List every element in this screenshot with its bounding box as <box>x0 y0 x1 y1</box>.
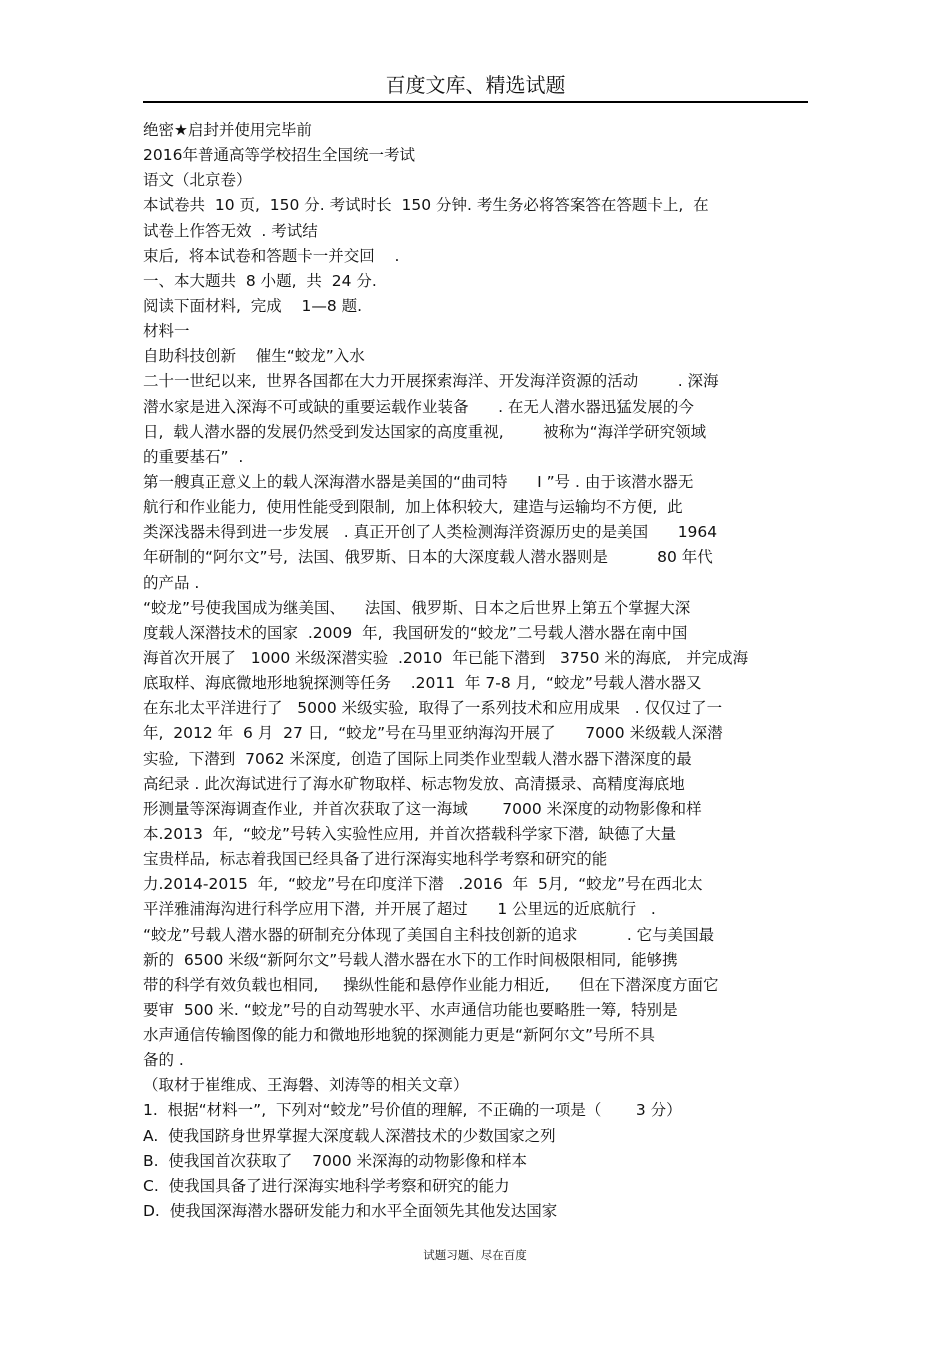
text-line: 第一艘真正意义上的载人深海潜水器是美国的“曲司特 I ”号 . 由于该潜水器无 <box>143 472 694 491</box>
text-line: （取材于崔维成、王海磐、刘涛等的相关文章） <box>143 1076 469 1095</box>
text-line: 形测量等深海调查作业, 并首次获取了这一海域 7000 米深度的动物影像和样 <box>143 799 702 818</box>
text-line: 1. 根据“材料一”, 下列对“蛟龙”号价值的理解, 不正确的一项是（ 3 分） <box>143 1101 682 1120</box>
text-line: 一、本大题共 8 小题, 共 24 分. <box>143 271 377 290</box>
text-line: 材料一 <box>143 322 190 341</box>
text-line: 的产品 . <box>143 573 200 592</box>
text-line: 阅读下面材料, 完成 1—8 题. <box>143 296 363 315</box>
text-line: 年, 2012 年 6 月 27 日, “蛟龙”号在马里亚纳海沟开展了 7000 米级载人深潜 <box>143 724 723 743</box>
text-line: 平洋雅浦海沟进行科学应用下潜, 并开展了超过 1 公里远的近底航行 . <box>143 900 656 919</box>
text-line: B. 使我国首次获取了 7000 米深海的动物影像和样本 <box>143 1151 527 1170</box>
text-line: 类深浅器未得到进一步发展 . 真正开创了人类检测海洋资源历史的是美国 1964 <box>143 523 718 542</box>
text-line: 底取样、海底微地形地貌探测等任务 .2011 年 7-8 月, “蛟龙”号载人潜水器又 <box>143 674 702 693</box>
text-line: 在东北太平洋进行了 5000 米级实验, 取得了一系列技术和应用成果 . 仅仅过了一 <box>143 699 723 718</box>
text-line: 海首次开展了 1000 米级深潜实验 .2010 年已能下潜到 3750 米的海底, 并完成海 <box>143 648 749 667</box>
text-line: 日, 载人潜水器的发展仍然受到发达国家的高度重视, 被称为“海洋学研究领域 <box>143 422 707 441</box>
text-line: A. 使我国跻身世界掌握大深度载人深潜技术的少数国家之列 <box>143 1126 556 1145</box>
text-line: 潜水家是进入深海不可或缺的重要运载作业装备 . 在无人潜水器迅猛发展的今 <box>143 397 694 416</box>
text-line: 实验, 下潜到 7062 米深度, 创造了国际上同类作业型载人潜水器下潜深度的最 <box>143 749 692 768</box>
text-line: 本试卷共 10 页, 150 分. 考试时长 150 分钟. 考生务必将答案答在答题卡上, 在 <box>143 196 709 215</box>
text-line: 本.2013 年, “蛟龙”号转入实验性应用, 并首次搭载科学家下潜, 缺德了大量 <box>143 824 677 843</box>
text-line: 新的 6500 米级“新阿尔文”号载人潜水器在水下的工作时间极限相同, 能够携 <box>143 950 678 969</box>
text-line: 宝贵样品, 标志着我国已经具备了进行深海实地科学考察和研究的能 <box>143 850 608 869</box>
text-line: 2016年普通高等学校招生全国统一考试 <box>143 146 415 165</box>
text-line: 带的科学有效负载也相同, 操纵性能和悬停作业能力相近, 但在下潜深度方面它 <box>143 975 719 994</box>
text-line: D. 使我国深海潜水器研发能力和水平全面领先其他发达国家 <box>143 1202 558 1221</box>
text-line: 自助科技创新 催生“蛟龙”入水 <box>143 347 365 366</box>
text-line: 要审 500 米. “蛟龙”号的自动驾驶水平、水声通信功能也要略胜一筹, 特别是 <box>143 1000 678 1019</box>
header-rule <box>143 101 808 103</box>
text-line: 年研制的“阿尔文”号, 法国、俄罗斯、日本的大深度载人潜水器则是 80 年代 <box>143 548 713 567</box>
text-line: “蛟龙”号载人潜水器的研制充分体现了美国自主科技创新的追求 . 它与美国最 <box>143 925 715 944</box>
text-line: 语文（北京卷） <box>143 171 252 190</box>
text-line: 力.2014-2015 年, “蛟龙”号在印度洋下潜 .2016 年 5月, “蛟龙”号在西北太 <box>143 875 703 894</box>
text-line: 高纪录 . 此次海试进行了海水矿物取样、标志物发放、高清摄录、高精度海底地 <box>143 774 685 793</box>
text-line: 航行和作业能力, 使用性能受到限制, 加上体积较大, 建造与运输均不方便, 此 <box>143 498 683 517</box>
page-header-title: 百度文库、精选试题 <box>385 73 566 97</box>
text-line: 绝密★启封并使用完毕前 <box>143 121 312 139</box>
text-line: 备的 . <box>143 1051 184 1070</box>
text-line: “蛟龙”号使我国成为继美国、 法国、俄罗斯、日本之后世界上第五个掌握大深 <box>143 598 691 617</box>
text-line: 度载人深潜技术的国家 .2009 年, 我国研发的“蛟龙”二号载人潜水器在南中国 <box>143 623 688 642</box>
text-line: 试卷上作答无效 . 考试结 <box>143 221 318 240</box>
text-line: 水声通信传输图像的能力和微地形地貌的探测能力更是“新阿尔文”号所不具 <box>143 1026 656 1045</box>
document-body <box>143 118 808 1224</box>
text-line: C. 使我国具备了进行深海实地科学考察和研究的能力 <box>143 1176 510 1195</box>
page-footer: 试题习题、尽在百度 <box>423 1248 527 1262</box>
text-line: 束后, 将本试卷和答题卡一并交回 . <box>143 246 400 265</box>
text-line: 二十一世纪以来, 世界各国都在大力开展探索海洋、开发海洋资源的活动 . 深海 <box>143 372 719 391</box>
text-line: 的重要基石” . <box>143 447 244 466</box>
